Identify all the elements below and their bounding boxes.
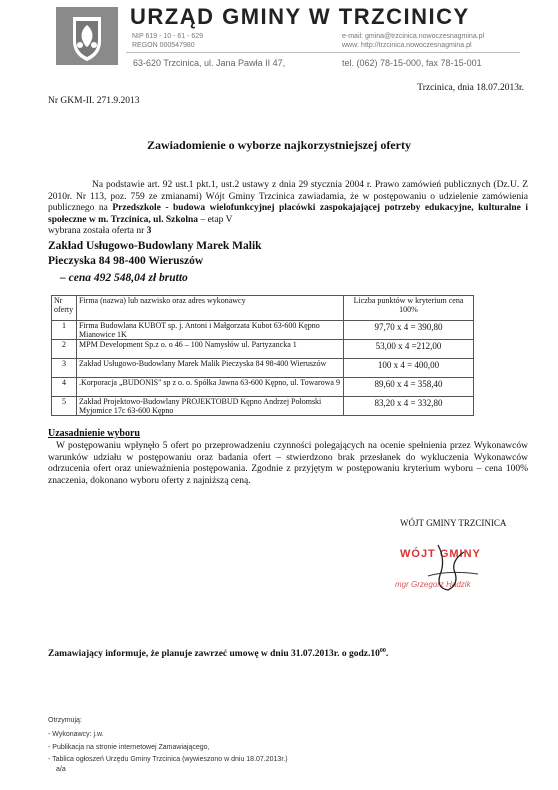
- offers-table: [51, 295, 474, 416]
- offer-number: 4: [52, 378, 77, 397]
- signature-caption: WÓJT GMINY TRZCINICA: [400, 518, 507, 528]
- contract-date-notice: [48, 648, 388, 659]
- header-firm: Firma (nazwa) lub nazwisko oraz adres wykonawcy: [77, 296, 344, 321]
- recipients-title: Otrzymują:: [48, 717, 82, 724]
- notice-text-b: – etap V: [198, 214, 233, 225]
- offer-number: 3: [52, 359, 77, 378]
- offer-number: 2: [52, 340, 77, 359]
- justification-heading: Uzasadnienie wyboru: [48, 428, 140, 439]
- place-date: Trzcinica, dnia 18.07.2013r.: [417, 83, 524, 93]
- reference-number: Nr GKM-II. 271.9.2013: [48, 96, 140, 106]
- office-name: URZĄD GMINY W TRZCINICY: [130, 4, 470, 29]
- chosen-offer-prefix: wybrana została oferta nr: [48, 226, 147, 236]
- header-score: Liczba punktów w kryterium cena 100%: [344, 296, 474, 321]
- offer-firm: Firma Budowlana KUBOT sp. j. Antoni i Małgorzata Kubot 63-600 Kępno Mianowice 1K: [77, 321, 344, 340]
- office-phone: tel. (062) 78-15-000, fax 78-15-001: [342, 58, 482, 68]
- official-stamp: WÓJT GMINY: [400, 548, 481, 560]
- document-title: Zawiadomienie o wyborze najkorzystniejszej oferty: [147, 138, 411, 152]
- recipient-item: - Tablica ogłoszeń Urzędu Gminy Trzcinica (wywieszono w dniu 18.07.2013r.): [48, 756, 288, 763]
- winner-price: – cena 492 548,04 zł brutto: [60, 272, 188, 284]
- offer-firm: MPM Development Sp.z o. o 46 – 100 Namysłów ul. Partyzancka 1: [77, 340, 344, 359]
- stamp-name: mgr Grzegorz Hadzik: [395, 580, 471, 589]
- table-row: [52, 321, 474, 340]
- regon-number: REGON 000547980: [132, 42, 195, 49]
- table-row: [52, 378, 474, 397]
- table-header-row: [52, 296, 474, 321]
- offer-firm: .Korporacja „BUDONIS" sp z o. o. Spółka Jawna 63-600 Kępno, ul. Towarowa 9: [77, 378, 344, 397]
- coat-of-arms-icon: [56, 7, 118, 65]
- notice-paragraph: [48, 180, 528, 226]
- table-row: [52, 340, 474, 359]
- table-row: [52, 397, 474, 416]
- contract-date-end: .: [385, 649, 389, 660]
- chosen-offer-number: 3: [146, 226, 152, 236]
- offer-score: 53,00 x 4 =212,00: [344, 340, 474, 359]
- offer-score: 100 x 4 = 400,00: [344, 359, 474, 378]
- signature-icon: [408, 540, 488, 600]
- offer-firm: Zakład Usługowo-Budowlany Marek Malik Pieczyska 84 98-400 Wieruszów: [77, 359, 344, 378]
- offer-number: 5: [52, 397, 77, 416]
- offer-firm: Zakład Projektowo-Budowlany PROJEKTOBUD Kępno Andrzej Połomski Myjomice 17c 63-600 Kępno: [77, 397, 344, 416]
- offer-score: 83,20 x 4 = 332,80: [344, 397, 474, 416]
- nip-number: NIP 619 - 10 - 61 - 629: [132, 33, 204, 40]
- website-address: www: http://trzcinica.nowoczesnagmina.pl: [342, 42, 472, 49]
- recipient-item: - Wykonawcy: j.w.: [48, 731, 104, 738]
- recipient-item: a/a: [56, 766, 66, 773]
- header-offer-number: Nr oferty: [52, 296, 77, 321]
- winner-name: Zakład Usługowo-Budowlany Marek Malik: [48, 240, 262, 252]
- table-row: [52, 359, 474, 378]
- contract-date-text: Zamawiający informuje, że planuje zawrzeć umowę w dniu 31.07.2013r. o godz.10: [48, 649, 380, 660]
- offer-number: 1: [52, 321, 77, 340]
- office-address: 63-620 Trzcinica, ul. Jana Pawła II 47,: [133, 58, 286, 68]
- contract-time-minutes: 00: [379, 648, 386, 654]
- winner-address: Pieczyska 84 98-400 Wieruszów: [48, 255, 204, 267]
- offer-score: 89,60 x 4 = 358,40: [344, 378, 474, 397]
- justification-paragraph: [48, 441, 528, 487]
- justification-text: W postępowaniu wpłynęło 5 ofert po przeprowadzeniu czynności polegających na ocenie spełnienia przez Wykonawców warunków udziału w postępowaniu oraz badania ofert – stwierdzono brak przesłanek do wykluczenia Wykonawców odrzucenia ofert oraz unieważnienia postępowania. Zgodnie z przyjętym w postępowaniu kryterium wyboru – cena 100% znaczenia, dokonano wyboru oferty z najniższą ceną.: [48, 441, 528, 486]
- notice-text-a: Na podstawie art. 92 ust.1 pkt.1, ust.2 ustawy z dnia 29 stycznia 2004 r. Prawo zamówień publicznych (Dz.U. Z 2010r. Nr 113, poz. 759 ze zmianami) Wójt Gminy Trzcinica zawiadamia, że w postępowaniu o udzielenie zamówienia publicznego na: [48, 180, 528, 214]
- header-divider: [126, 52, 520, 53]
- chosen-offer: [48, 226, 151, 238]
- offer-score: 97,70 x 4 = 390,80: [344, 321, 474, 340]
- email-address: e-mail: gmina@trzcinica.nowoczesnagmina.pl: [342, 33, 485, 40]
- recipient-item: - Publikacja na stronie internetowej Zamawiającego,: [48, 744, 210, 751]
- notice-project-name: Przedszkole - budowa wielofunkcyjnej placówki zaspokajającej potrzeby edukacyjne, kulturalne i społeczne w m. Trzcinica, ul. Szkolna: [48, 203, 528, 225]
